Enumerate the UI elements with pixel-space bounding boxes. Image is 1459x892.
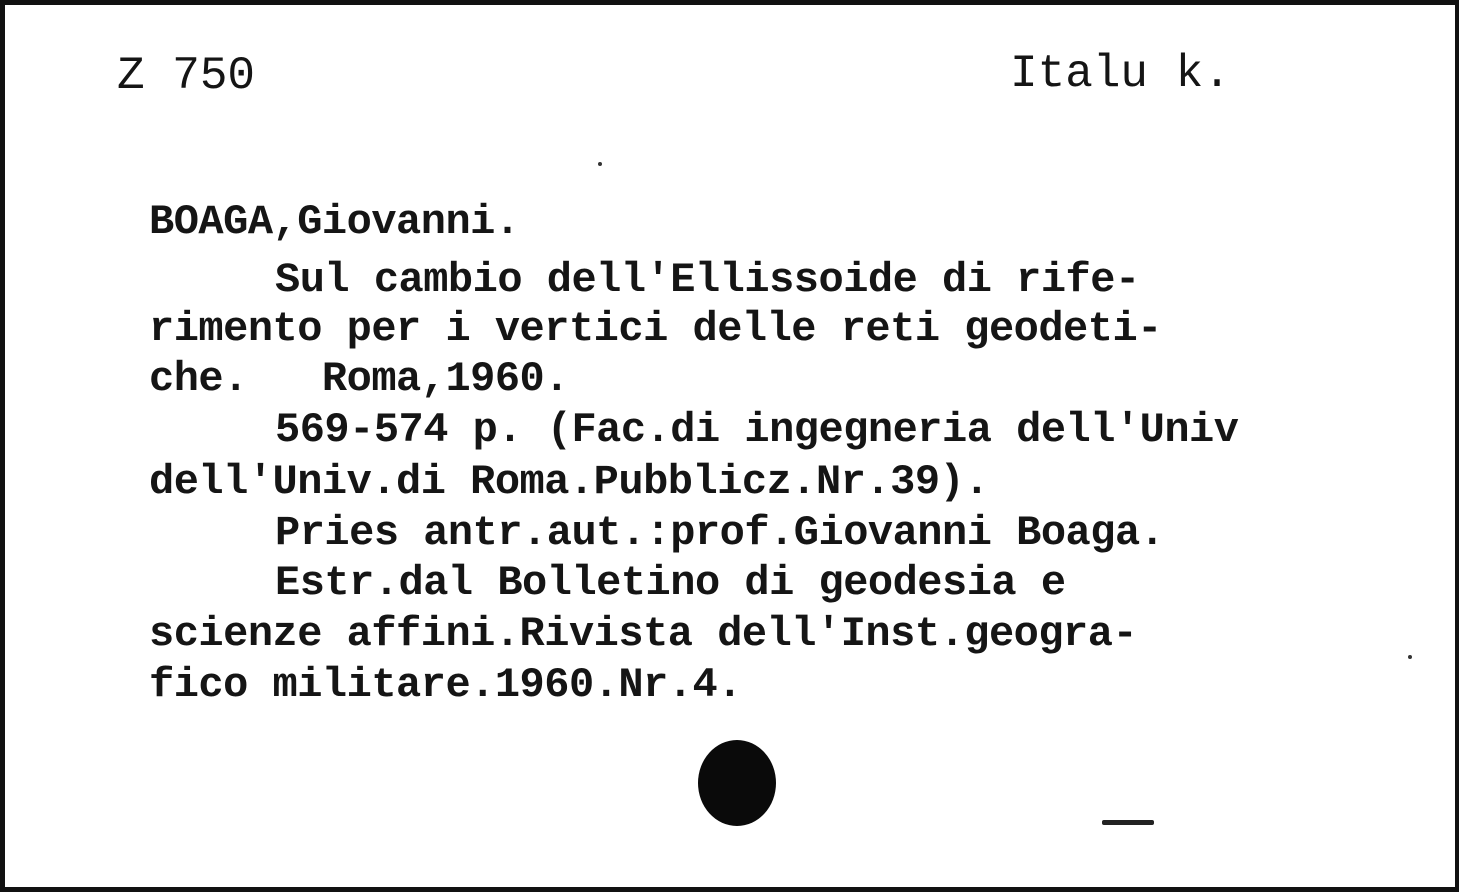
ink-mark xyxy=(1102,820,1154,825)
note-line-1: Pries antr.aut.:prof.Giovanni Boaga. xyxy=(275,509,1165,557)
author-line: BOAGA,Giovanni. xyxy=(149,198,520,246)
card-content xyxy=(5,5,1459,892)
title-line-1: Sul cambio dell'Ellissoide di rife- xyxy=(275,256,1140,304)
collation-line-1: 569-574 p. (Fac.di ingegneria dell'Univ xyxy=(275,406,1239,454)
note-line-3: scienze affini.Rivista dell'Inst.geogra- xyxy=(149,610,1138,658)
imprint-line: che. Roma,1960. xyxy=(149,355,569,403)
ink-speck xyxy=(1408,655,1412,659)
note-line-4: fico militare.1960.Nr.4. xyxy=(149,661,742,709)
title-line-2: rimento per i vertici delle reti geodeti- xyxy=(149,305,1162,353)
punch-hole xyxy=(698,740,776,826)
ink-speck xyxy=(598,162,602,166)
collation-line-2: dell'Univ.di Roma.Pubblicz.Nr.39). xyxy=(149,458,989,506)
call-number: Z 750 xyxy=(117,50,256,102)
location-mark: Italu k. xyxy=(1010,48,1231,100)
note-line-2: Estr.dal Bolletino di geodesia e xyxy=(275,559,1066,607)
